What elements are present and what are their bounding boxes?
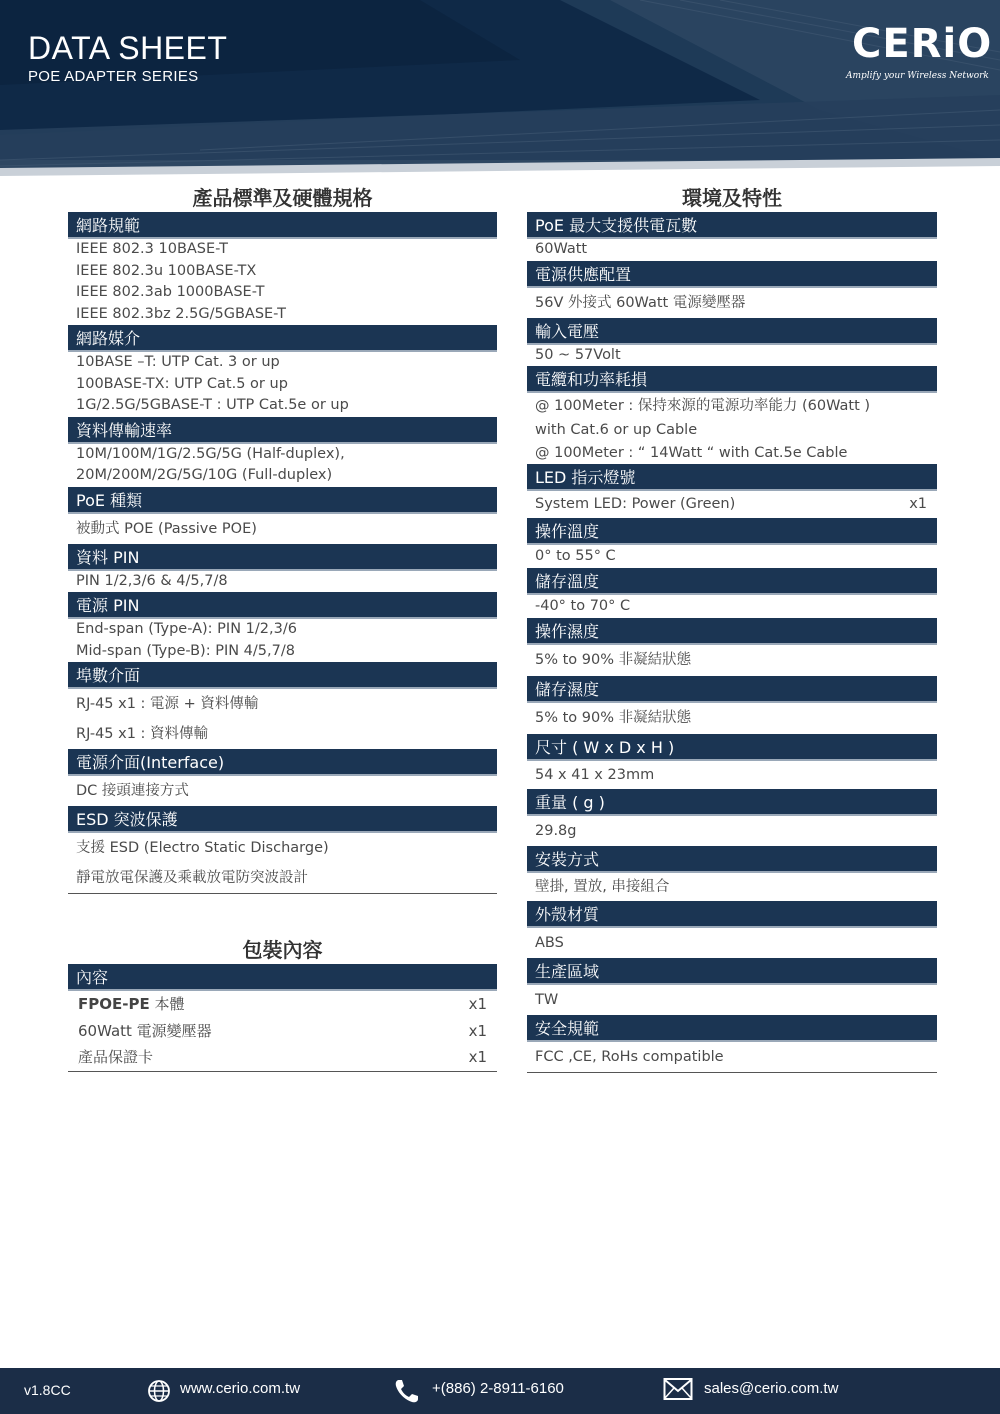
hardware-spec-column — [68, 184, 497, 894]
phone-number[interactable]: +(886) 2-8911-6160 — [432, 1380, 564, 1397]
spec-value: -40° to 70° C — [535, 598, 631, 614]
section-divider — [68, 893, 497, 894]
spec-value: 50 ~ 57Volt — [535, 346, 621, 363]
spec-value: IEEE 802.3u 100BASE-TX — [76, 262, 257, 279]
spec-label-storage-humidity: 儲存濕度 — [527, 676, 937, 703]
package-item-qty: x1 — [468, 1021, 487, 1040]
spec-label-power-interface: 電源介面(Interface) — [68, 749, 497, 776]
spec-value: @ 100Meter : “ 14Watt “ with Cat.5e Cable — [535, 445, 848, 461]
spec-value: 壁掛, 置放, 串接組合 — [535, 879, 670, 895]
spec-value: 56V 外接式 60Watt 電源變壓器 — [535, 294, 746, 311]
spec-value: IEEE 802.3bz 2.5G/5GBASE-T — [76, 305, 286, 322]
led-qty: x1 — [909, 496, 927, 512]
spec-value: 5% to 90% 非凝結狀態 — [535, 710, 692, 726]
spec-value: RJ-45 x1 : 電源 + 資料傳輸 — [76, 696, 259, 712]
spec-value: PIN 1/2,3/6 & 4/5,7/8 — [76, 572, 228, 589]
package-item-model: FPOE-PE — [78, 995, 150, 1013]
package-item — [68, 991, 497, 1018]
spec-value: 5% to 90% 非凝結狀態 — [535, 652, 692, 668]
email-link[interactable]: sales@cerio.com.tw — [704, 1380, 839, 1397]
environment-column — [527, 184, 937, 1073]
spec-value: RJ-45 x1 : 資料傳輸 — [76, 726, 209, 742]
spec-value: 0° to 55° C — [535, 548, 616, 564]
package-title: 包裝內容 — [242, 938, 323, 962]
hardware-spec-title: 產品標準及硬體規格 — [192, 186, 373, 210]
spec-value: @ 100Meter : 保持來源的電源功率能力 (60Watt ) — [535, 398, 871, 414]
spec-value: 靜電放電保護及乘載放電防突波設計 — [76, 870, 308, 886]
cerio-logo: CERiO — [852, 21, 993, 67]
page-footer — [0, 1368, 1000, 1414]
package-item — [68, 1018, 497, 1045]
spec-value: Mid-span (Type-B): PIN 4/5,7/8 — [76, 642, 295, 659]
spec-value: 60Watt — [535, 241, 588, 257]
spec-value: FCC ,CE, RoHs compatible — [535, 1049, 724, 1065]
mail-icon — [663, 1377, 693, 1401]
phone-icon — [393, 1377, 421, 1405]
page-header — [0, 0, 1000, 180]
globe-icon — [147, 1379, 171, 1403]
spec-value: 29.8g — [535, 823, 577, 839]
spec-value: IEEE 802.3ab 1000BASE-T — [76, 284, 265, 300]
section-divider — [527, 1072, 937, 1073]
logo-tagline: Amplify your Wireless Network — [846, 71, 989, 81]
spec-label-ports: 埠數介面 — [68, 662, 497, 689]
spec-value: 1G/2.5G/5GBASE-T : UTP Cat.5e or up — [76, 397, 349, 413]
spec-label-data-rate: 資料傳輸速率 — [68, 417, 497, 444]
section-divider — [68, 1071, 497, 1072]
spec-value: 100BASE-TX: UTP Cat.5 or up — [76, 375, 288, 392]
spec-value: End-span (Type-A): PIN 1/2,3/6 — [76, 621, 297, 637]
spec-label-storage-temp: 儲存溫度 — [527, 568, 937, 595]
spec-value-led — [527, 491, 937, 518]
website-link[interactable]: www.cerio.com.tw — [180, 1380, 301, 1397]
spec-value: 10BASE –T: UTP Cat. 3 or up — [76, 354, 280, 370]
spec-label-poe-type: PoE 種類 — [68, 487, 497, 514]
spec-value: 10M/100M/1G/2.5G/5G (Half-duplex), — [76, 445, 345, 462]
spec-label-weight: 重量 ( g ) — [527, 789, 937, 816]
spec-value: 被動式 POE (Passive POE) — [76, 520, 257, 537]
spec-label-cable-loss: 電纜和功率耗損 — [527, 366, 937, 393]
spec-label-origin: 生產區域 — [527, 958, 937, 985]
spec-label-esd: ESD 突波保護 — [68, 806, 497, 833]
spec-label-installation: 安裝方式 — [527, 846, 937, 873]
spec-label-input-voltage: 輸入電壓 — [527, 318, 937, 345]
package-item-qty: x1 — [468, 1048, 487, 1066]
package-item-name: 本體 — [149, 995, 185, 1013]
package-header: 內容 — [68, 964, 497, 991]
spec-label-poe-max-watt: PoE 最大支援供電瓦數 — [527, 212, 937, 239]
version-label: v1.8CC — [24, 1382, 71, 1398]
spec-label-led: LED 指示燈號 — [527, 464, 937, 491]
datasheet-subtitle: POE ADAPTER SERIES — [28, 68, 199, 85]
spec-label-network-media: 網路媒介 — [68, 325, 497, 352]
environment-title: 環境及特性 — [682, 186, 782, 210]
spec-value: TW — [535, 992, 559, 1008]
spec-value: 支援 ESD (Electro Static Discharge) — [76, 840, 329, 856]
spec-label-housing: 外殼材質 — [527, 901, 937, 928]
spec-value: 20M/200M/2G/5G/10G (Full-duplex) — [76, 467, 333, 483]
spec-value: System LED: Power (Green) — [535, 496, 736, 512]
spec-value: ABS — [535, 935, 564, 951]
spec-label-operating-humidity: 操作濕度 — [527, 618, 937, 645]
spec-value: IEEE 802.3 10BASE-T — [76, 241, 228, 257]
spec-value: DC 接頭連接方式 — [76, 783, 189, 799]
package-item-name: 產品保證卡 — [78, 1048, 154, 1066]
header-banner — [0, 0, 1000, 180]
spec-value: with Cat.6 or up Cable — [535, 422, 698, 438]
spec-label-power-supply: 電源供應配置 — [527, 261, 937, 288]
spec-label-data-pin: 資料 PIN — [68, 544, 497, 571]
spec-label-network-standard: 網路規範 — [68, 212, 497, 239]
datasheet-title: DATA SHEET — [28, 30, 228, 66]
spec-label-operating-temp: 操作溫度 — [527, 518, 937, 545]
spec-value: 54 x 41 x 23mm — [535, 767, 655, 783]
spec-label-dimensions: 尺寸 ( W x D x H ) — [527, 734, 937, 761]
package-item — [68, 1044, 497, 1071]
package-item-name: 60Watt 電源變壓器 — [78, 1021, 212, 1040]
package-item-qty: x1 — [468, 995, 487, 1013]
spec-label-power-pin: 電源 PIN — [68, 592, 497, 619]
spec-label-safety: 安全規範 — [527, 1015, 937, 1042]
package-contents — [68, 936, 497, 1072]
